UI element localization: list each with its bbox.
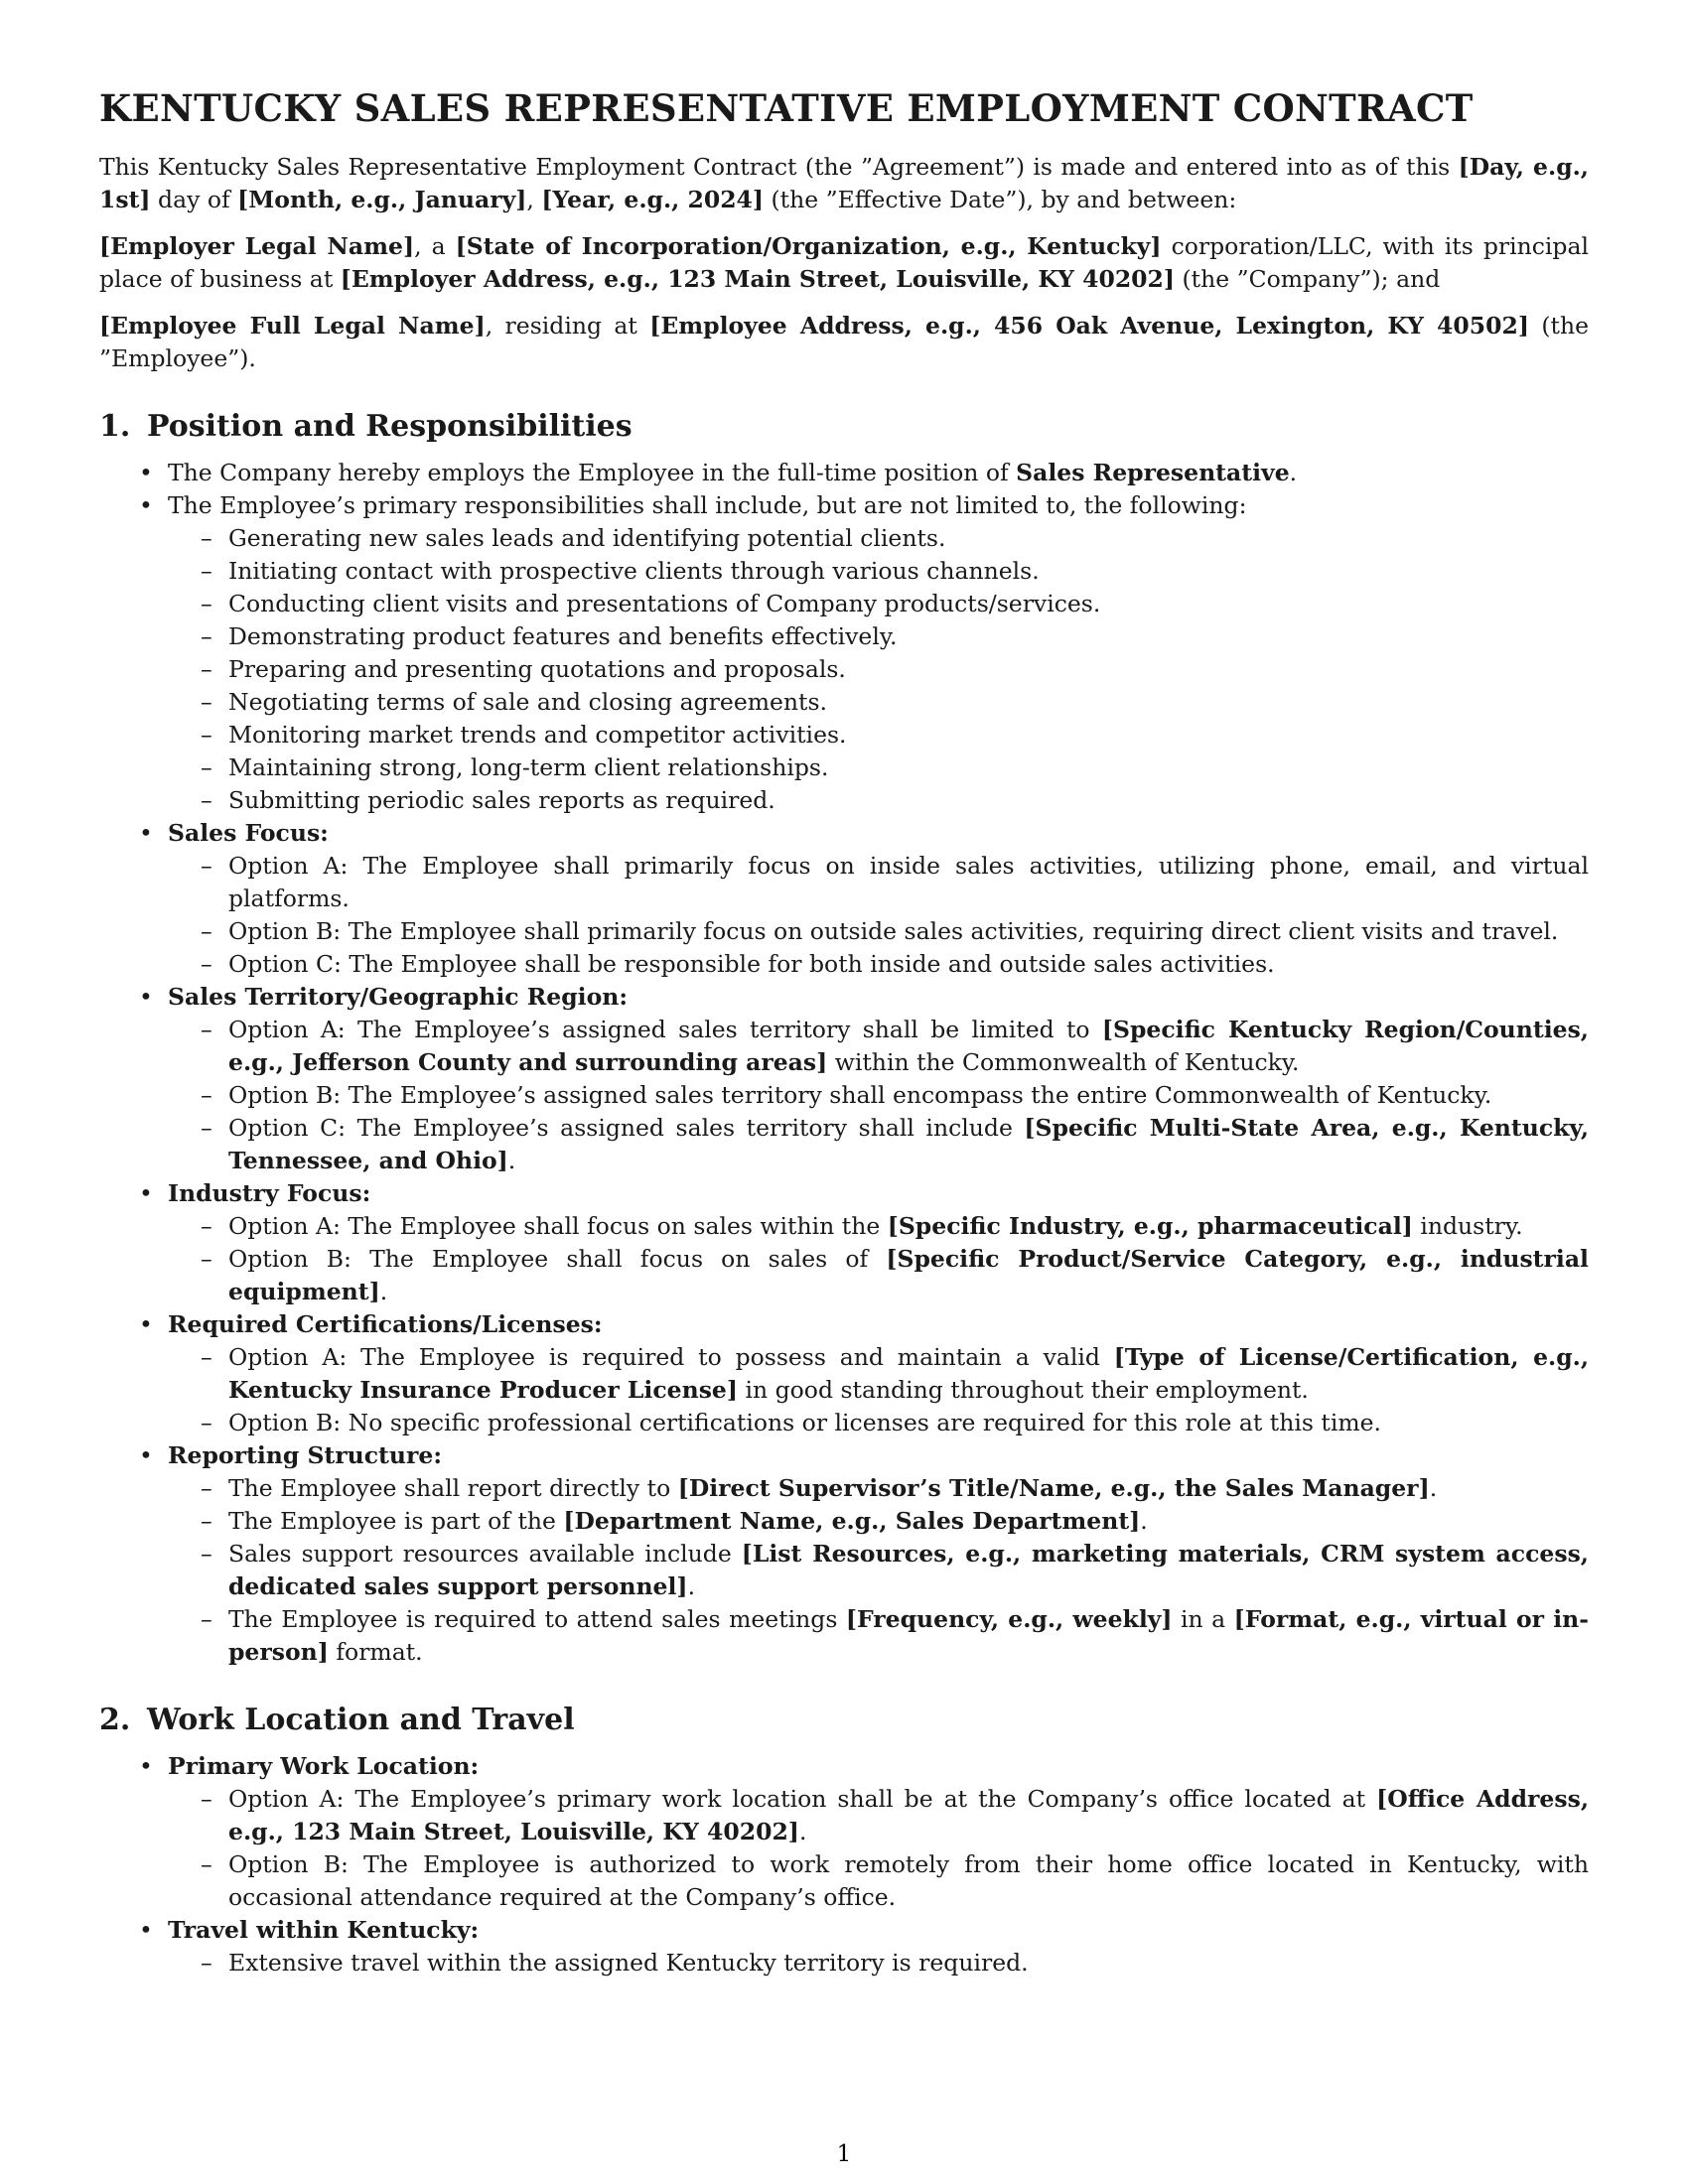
item-text: Option C: The Employee’s assigned sales territory shall include bbox=[228, 1114, 1025, 1142]
item-text: The Employee shall report directly to bbox=[228, 1474, 678, 1502]
placeholder: [List Resources, e.g., marketing materials, CRM system access, dedicated sales support personnel] bbox=[228, 1540, 1589, 1600]
placeholder: [Specific Kentucky Region/Counties, e.g., Jefferson County and surrounding areas] bbox=[228, 1016, 1589, 1076]
list-item bbox=[99, 1308, 1589, 1439]
list-item bbox=[168, 1538, 1589, 1603]
employee-address-placeholder: [Employee Address, e.g., 456 Oak Avenue, Lexington, KY 40502] bbox=[649, 312, 1529, 340]
list-item bbox=[99, 817, 1589, 981]
placeholder: [Specific Industry, e.g., pharmaceutical] bbox=[887, 1212, 1413, 1240]
page-number: 1 bbox=[836, 2141, 852, 2167]
list-item bbox=[99, 1177, 1589, 1308]
list-item: – Option B: The Employee shall primarily focus on outside sales activities, requiring direct client visits and travel. bbox=[168, 915, 1589, 948]
employer-paragraph bbox=[99, 230, 1589, 296]
section-1-list bbox=[99, 457, 1589, 1669]
placeholder: [Specific Multi-State Area, e.g., Kentucky, Tennessee, and Ohio] bbox=[228, 1114, 1590, 1174]
placeholder: [Department Name, e.g., Sales Department] bbox=[563, 1507, 1141, 1535]
item-text: The Company hereby employs the Employee in the full-time position of bbox=[168, 459, 1017, 486]
placeholder: [Specific Product/Service Category, e.g., industrial equipment] bbox=[228, 1245, 1589, 1305]
placeholder: [Type of License/Certification, e.g., Kentucky Insurance Producer License] bbox=[228, 1343, 1589, 1404]
work-location-options bbox=[168, 1783, 1589, 1914]
intro-text: (the ”Effective Date”), by and between: bbox=[764, 186, 1237, 213]
employer-state-placeholder: [State of Incorporation/Organization, e.g., Kentucky] bbox=[455, 232, 1162, 260]
list-item bbox=[168, 1783, 1589, 1848]
placeholder: [Frequency, e.g., weekly] bbox=[845, 1605, 1173, 1633]
item-text: Option A: The Employee shall focus on sales within the bbox=[228, 1212, 888, 1240]
list-item: – Option C: The Employee shall be responsible for both inside and outside sales activities. bbox=[168, 948, 1589, 981]
item-text: . bbox=[1289, 459, 1298, 486]
territory-options bbox=[168, 1014, 1589, 1177]
employee-name-placeholder: [Employee Full Legal Name] bbox=[99, 312, 486, 340]
industry-options bbox=[168, 1210, 1589, 1308]
item-text: Option B: The Employee shall focus on sales of bbox=[228, 1245, 887, 1273]
list-item: – Option B: The Employee is authorized to work remotely from their home office located in Kentucky, with occasional attendance required at the Company’s office. bbox=[168, 1848, 1589, 1914]
list-item bbox=[168, 1341, 1589, 1407]
intro-text: day of bbox=[150, 186, 238, 213]
list-item bbox=[168, 1243, 1589, 1308]
section-number: 2. bbox=[99, 1703, 131, 1737]
year-placeholder: [Year, e.g., 2024] bbox=[541, 186, 765, 213]
list-item bbox=[99, 457, 1589, 489]
list-item: – Option B: The Employee’s assigned sales territory shall encompass the entire Commonwealth of Kentucky. bbox=[168, 1079, 1589, 1112]
employee-text: (the ”Employee”). bbox=[99, 312, 1589, 372]
item-label: Industry Focus: bbox=[168, 1179, 371, 1207]
list-item: – Option B: No specific professional certifications or licenses are required for this role at this time. bbox=[168, 1407, 1589, 1439]
month-placeholder: [Month, e.g., January] bbox=[237, 186, 527, 213]
item-text: . bbox=[687, 1572, 696, 1600]
item-text: Sales support resources available include bbox=[228, 1540, 742, 1568]
reporting-items bbox=[168, 1472, 1589, 1669]
placeholder: [Office Address, e.g., 123 Main Street, Louisville, KY 40202] bbox=[228, 1785, 1589, 1845]
list-item bbox=[99, 1750, 1589, 1914]
placeholder: [Direct Supervisor’s Title/Name, e.g., the Sales Manager] bbox=[677, 1474, 1430, 1502]
item-text: within the Commonwealth of Kentucky. bbox=[827, 1048, 1300, 1076]
employer-text: (the ”Company”); and bbox=[1175, 265, 1441, 293]
intro-paragraph bbox=[99, 151, 1589, 216]
item-text: . bbox=[798, 1818, 807, 1845]
item-text: Option A: The Employee is required to possess and maintain a valid bbox=[228, 1343, 1114, 1371]
item-label: Sales Focus: bbox=[168, 819, 329, 847]
item-text: in a bbox=[1172, 1605, 1234, 1633]
document-title: KENTUCKY SALES REPRESENTATIVE EMPLOYMENT CONTRACT bbox=[99, 86, 1474, 130]
sales-focus-options bbox=[168, 850, 1589, 981]
list-item: – Option A: The Employee shall primarily focus on inside sales activities, utilizing phone, email, and virtual platforms. bbox=[168, 850, 1589, 915]
list-item bbox=[168, 1505, 1589, 1538]
list-item bbox=[99, 489, 1589, 817]
section-2-heading bbox=[99, 1701, 1589, 1740]
item-label: Travel within Kentucky: bbox=[168, 1916, 480, 1944]
item-label: Required Certifications/Licenses: bbox=[168, 1310, 603, 1338]
list-item: – Extensive travel within the assigned Kentucky territory is required. bbox=[168, 1947, 1589, 1979]
responsibilities-list bbox=[168, 522, 1589, 817]
placeholder: [Format, e.g., virtual or in-person] bbox=[228, 1605, 1589, 1666]
employer-text: , a bbox=[414, 232, 456, 260]
list-item: – Negotiating terms of sale and closing agreements. bbox=[168, 686, 1589, 719]
list-item: – Maintaining strong, long-term client relationships. bbox=[168, 751, 1589, 784]
employer-name-placeholder: [Employer Legal Name] bbox=[99, 232, 415, 260]
item-text: Option A: The Employee’s assigned sales territory shall be limited to bbox=[228, 1016, 1102, 1043]
section-title: Position and Responsibilities bbox=[147, 409, 633, 444]
item-text: format. bbox=[328, 1638, 423, 1666]
list-item bbox=[168, 1112, 1589, 1177]
list-item bbox=[99, 1914, 1589, 1979]
item-text: . bbox=[379, 1278, 388, 1305]
travel-options bbox=[168, 1947, 1589, 1979]
list-item: – Conducting client visits and presentations of Company products/services. bbox=[168, 588, 1589, 620]
intro-text: , bbox=[526, 186, 542, 213]
list-item: – Demonstrating product features and benefits effectively. bbox=[168, 620, 1589, 653]
section-title: Work Location and Travel bbox=[147, 1703, 575, 1737]
item-text: . bbox=[1140, 1507, 1148, 1535]
intro-text: This Kentucky Sales Representative Employment Contract (the ”Agreement”) is made and entered into as of this bbox=[99, 153, 1459, 181]
item-label: Primary Work Location: bbox=[168, 1752, 480, 1780]
employer-text: corporation/LLC, with its principal place of business at bbox=[99, 232, 1589, 293]
item-text: The Employee is part of the bbox=[228, 1507, 564, 1535]
item-label: Sales Territory/Geographic Region: bbox=[168, 983, 629, 1011]
list-item: – Monitoring market trends and competitor activities. bbox=[168, 719, 1589, 751]
list-item bbox=[99, 981, 1589, 1177]
section-number: 1. bbox=[99, 409, 131, 444]
section-2-list bbox=[99, 1750, 1589, 1979]
item-text: Option A: The Employee’s primary work location shall be at the Company’s office located at bbox=[228, 1785, 1377, 1813]
item-text: industry. bbox=[1412, 1212, 1523, 1240]
item-text: in good standing throughout their employment. bbox=[738, 1376, 1309, 1404]
list-item bbox=[99, 1439, 1589, 1669]
item-text: . bbox=[507, 1147, 516, 1174]
item-text: The Employee’s primary responsibilities shall include, but are not limited to, the following: bbox=[168, 491, 1247, 519]
day-placeholder: [Day, e.g., 1st] bbox=[99, 153, 1589, 213]
employer-address-placeholder: [Employer Address, e.g., 123 Main Street, Louisville, KY 40202] bbox=[340, 265, 1176, 293]
list-item: – Submitting periodic sales reports as required. bbox=[168, 784, 1589, 817]
position-title: Sales Representative bbox=[1016, 459, 1290, 486]
section-1-heading bbox=[99, 407, 1589, 447]
item-text: The Employee is required to attend sales meetings bbox=[228, 1605, 846, 1633]
list-item: – Initiating contact with prospective clients through various channels. bbox=[168, 555, 1589, 588]
list-item: – Preparing and presenting quotations and proposals. bbox=[168, 653, 1589, 686]
list-item bbox=[168, 1014, 1589, 1079]
item-text: . bbox=[1429, 1474, 1438, 1502]
list-item bbox=[168, 1603, 1589, 1669]
list-item bbox=[168, 1210, 1589, 1243]
employee-paragraph bbox=[99, 310, 1589, 375]
item-label: Reporting Structure: bbox=[168, 1441, 442, 1469]
certification-options bbox=[168, 1341, 1589, 1439]
list-item bbox=[168, 1472, 1589, 1505]
list-item: – Generating new sales leads and identifying potential clients. bbox=[168, 522, 1589, 555]
employee-text: , residing at bbox=[485, 312, 650, 340]
